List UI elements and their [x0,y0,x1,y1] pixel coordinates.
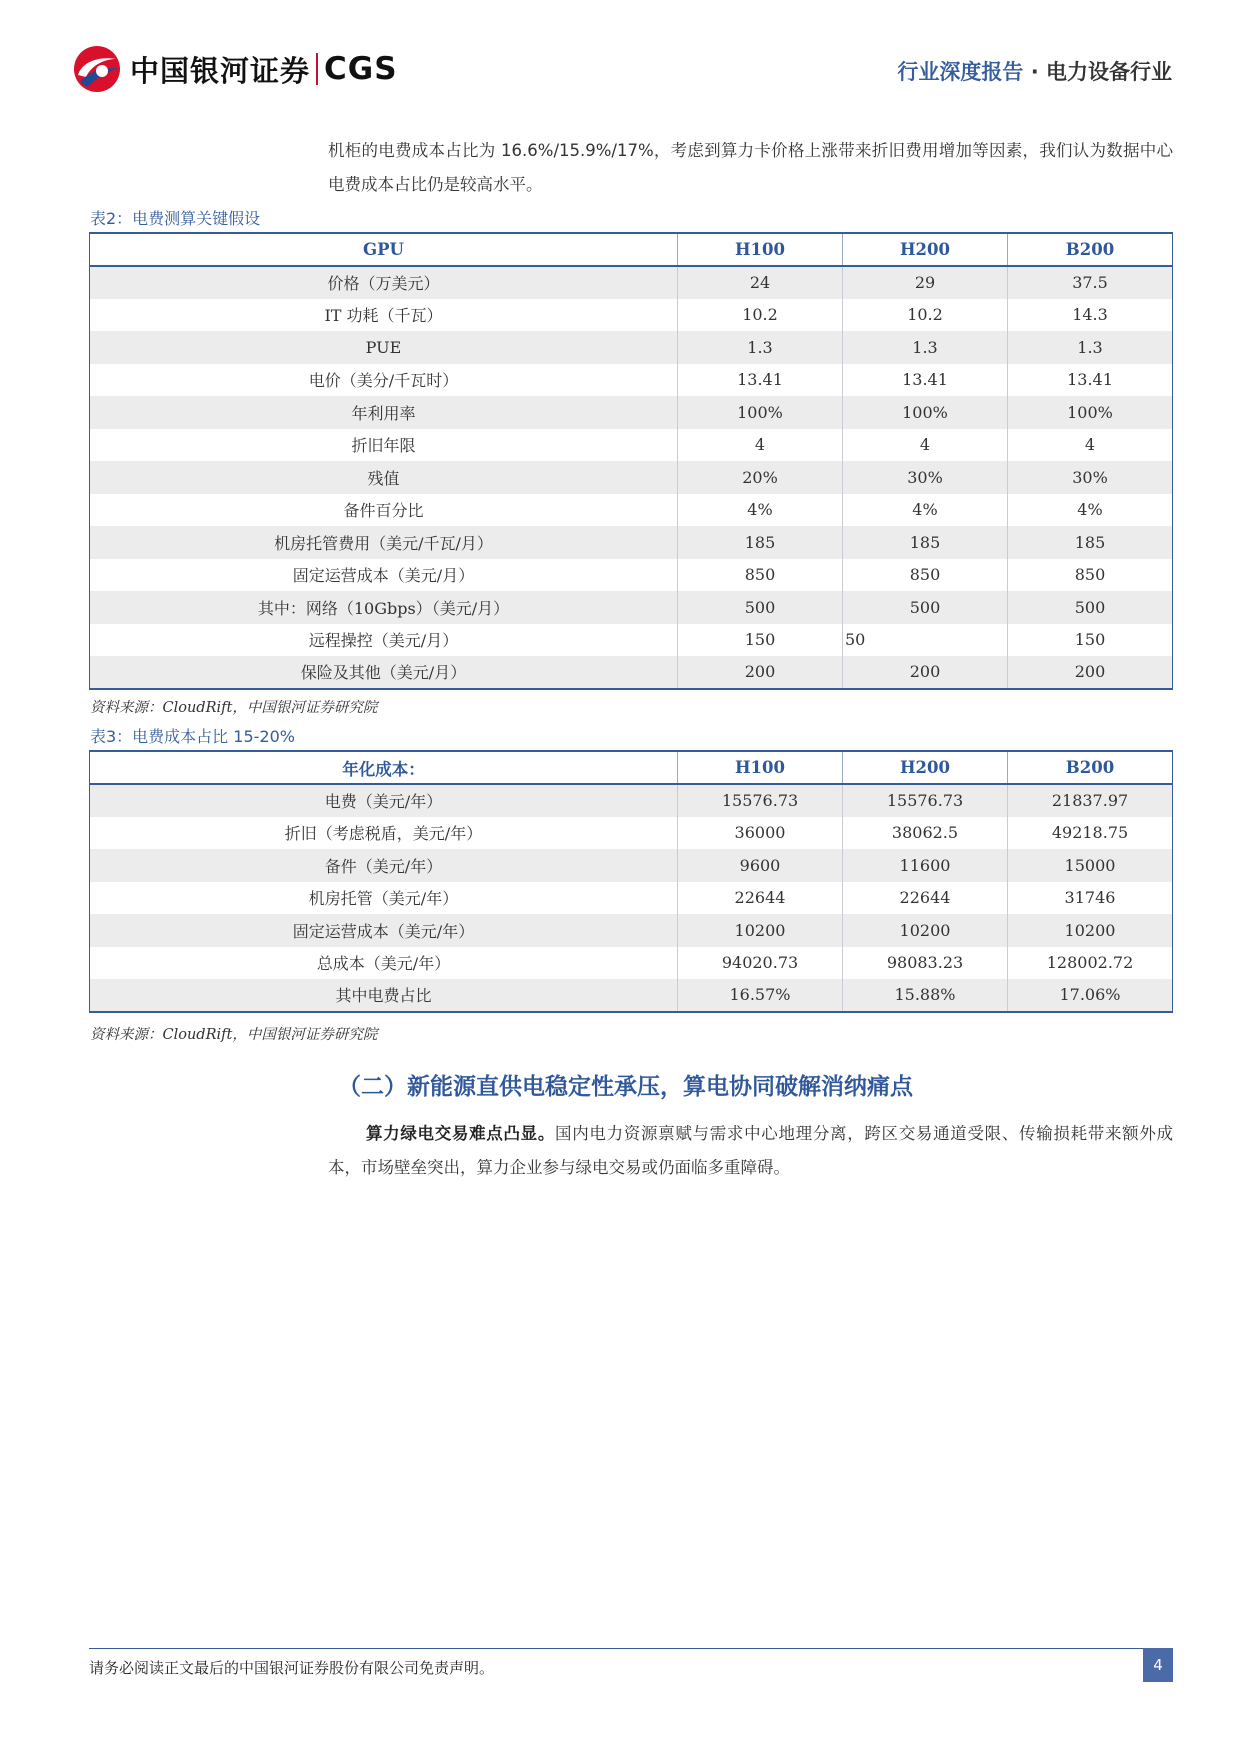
table-cell: 31746 [1008,882,1173,915]
row-label: 其中：网络（10Gbps）（美元/月） [90,591,678,624]
section-heading: （二）新能源直供电稳定性承压，算电协同破解消纳痛点 [338,1074,913,1100]
column-header: H100 [678,751,843,784]
table-row [90,526,1173,559]
table3-caption: 表3：电费成本占比 15-20% [90,727,295,746]
table-cell: 20% [678,461,843,494]
table-row [90,817,1173,850]
body-text: 国内电力资源禀赋与需求中心地理分离，跨区交易通道受限、传输损耗带来额外成本，市场壁垒突出，算力企业参与绿电交易或仍面临多重障碍。 [328,1124,1174,1177]
table-cell: 10200 [843,914,1008,947]
table-cell: 10200 [678,914,843,947]
column-header: H200 [843,751,1008,784]
table3-source: 资料来源：CloudRift，中国银河证券研究院 [90,1027,378,1043]
table-cell: 11600 [843,849,1008,882]
table-cell: 30% [843,461,1008,494]
table-cell: 100% [678,396,843,429]
row-label: IT 功耗（千瓦） [90,299,678,332]
table-cell: 10.2 [843,299,1008,332]
table-cell: 15.88% [843,979,1008,1012]
table-header-row [90,233,1173,266]
table-cell: 128002.72 [1008,947,1173,980]
table-cell: 4 [678,429,843,462]
column-header: 年化成本： [90,751,678,784]
table-row [90,914,1173,947]
row-label: 折旧年限 [90,429,678,462]
table-cell: 15000 [1008,849,1173,882]
table-cell: 36000 [678,817,843,850]
report-type-label [897,56,1172,86]
table-cell: 200 [1008,656,1173,689]
report-separator: · [1023,60,1046,84]
table-cell: 185 [678,526,843,559]
table-cell: 24 [678,266,843,299]
table-cell: 500 [1008,591,1173,624]
table-cell: 14.3 [1008,299,1173,332]
table-cell: 13.41 [1008,364,1173,397]
table-cell: 1.3 [678,331,843,364]
table-cell: 38062.5 [843,817,1008,850]
row-label: 电费（美元/年） [90,784,678,817]
table-row [90,979,1173,1012]
footer-divider [89,1648,1173,1649]
industry-name: 电力设备行业 [1046,60,1172,84]
table-row [90,849,1173,882]
table-cell: 94020.73 [678,947,843,980]
table-row [90,429,1173,462]
table-cell: 100% [1008,396,1173,429]
table-cell: 1.3 [1008,331,1173,364]
company-logo [72,44,398,94]
table-cell: 22644 [843,882,1008,915]
row-label: 机房托管（美元/年） [90,882,678,915]
body-paragraph [328,1117,1173,1185]
table-cell: 4% [1008,494,1173,527]
table-cell: 21837.97 [1008,784,1173,817]
table-cell: 4% [843,494,1008,527]
column-header: GPU [90,233,678,266]
table-row [90,624,1173,657]
table-row [90,364,1173,397]
logo-chinese-text: 中国银河证券 [130,53,311,88]
table-row [90,396,1173,429]
table-cell: 4% [678,494,843,527]
table-row [90,461,1173,494]
table-cell: 185 [843,526,1008,559]
table2-caption: 表2：电费测算关键假设 [90,209,261,228]
table2-source: 资料来源：CloudRift，中国银河证券研究院 [90,700,378,716]
annual-cost-table [89,750,1173,1013]
table-cell: 37.5 [1008,266,1173,299]
table-cell: 10.2 [678,299,843,332]
table-cell: 4 [1008,429,1173,462]
report-type: 行业深度报告 [897,60,1024,84]
table-cell: 22644 [678,882,843,915]
table-cell: 30% [1008,461,1173,494]
table-cell: 1.3 [843,331,1008,364]
table-cell: 13.41 [843,364,1008,397]
table-cell: 10200 [1008,914,1173,947]
table-cell: 200 [843,656,1008,689]
table-cell: 850 [1008,559,1173,592]
table-header-row [90,751,1173,784]
table-cell: 17.06% [1008,979,1173,1012]
galaxy-logo-icon [72,44,122,94]
column-header: B200 [1008,233,1173,266]
page-number: 4 [1143,1648,1173,1682]
row-label: 其中电费占比 [90,979,678,1012]
row-label: 残值 [90,461,678,494]
table-cell: 4 [843,429,1008,462]
table-row [90,656,1173,689]
column-header: H100 [678,233,843,266]
logo-separator [316,53,318,85]
row-label: PUE [90,331,678,364]
row-label: 年利用率 [90,396,678,429]
row-label: 备件（美元/年） [90,849,678,882]
table-cell: 150 [678,624,843,657]
column-header: B200 [1008,751,1173,784]
row-label: 折旧（考虑税盾，美元/年） [90,817,678,850]
table-row [90,784,1173,817]
column-header: H200 [843,233,1008,266]
row-label: 固定运营成本（美元/年） [90,914,678,947]
row-label: 固定运营成本（美元/月） [90,559,678,592]
table-cell: 850 [678,559,843,592]
table-cell: 185 [1008,526,1173,559]
intro-paragraph: 机柜的电费成本占比为 16.6%/15.9%/17%，考虑到算力卡价格上涨带来折旧费用增加等因素，我们认为数据中心电费成本占比仍是较高水平。 [328,141,1173,194]
table-cell: 500 [678,591,843,624]
table-cell: 15576.73 [843,784,1008,817]
assumptions-table [89,232,1173,690]
table-cell: 15576.73 [678,784,843,817]
table-cell: 29 [843,266,1008,299]
table-cell: 500 [843,591,1008,624]
table-row [90,266,1173,299]
lead-sentence: 算力绿电交易难点凸显。 [366,1124,556,1143]
table-cell: 16.57% [678,979,843,1012]
table-cell: 49218.75 [1008,817,1173,850]
table-row [90,494,1173,527]
table-cell: 100% [843,396,1008,429]
table-row [90,882,1173,915]
table-cell: 9600 [678,849,843,882]
footer-disclaimer: 请务必阅读正文最后的中国银河证券股份有限公司免责声明。 [89,1659,495,1677]
table-row [90,299,1173,332]
table-row [90,331,1173,364]
table-row [90,591,1173,624]
row-label: 价格（万美元） [90,266,678,299]
table-cell: 98083.23 [843,947,1008,980]
table-cell: 50 [843,624,1008,657]
table-cell: 850 [843,559,1008,592]
table-cell: 150 [1008,624,1173,657]
table-cell: 200 [678,656,843,689]
table-cell: 13.41 [678,364,843,397]
row-label: 总成本（美元/年） [90,947,678,980]
row-label: 保险及其他（美元/月） [90,656,678,689]
row-label: 备件百分比 [90,494,678,527]
table-row [90,559,1173,592]
row-label: 电价（美分/千瓦时） [90,364,678,397]
page-header [72,44,1172,94]
row-label: 远程操控（美元/月） [90,624,678,657]
logo-english-text: CGS [324,51,398,87]
table-row [90,947,1173,980]
row-label: 机房托管费用（美元/千瓦/月） [90,526,678,559]
